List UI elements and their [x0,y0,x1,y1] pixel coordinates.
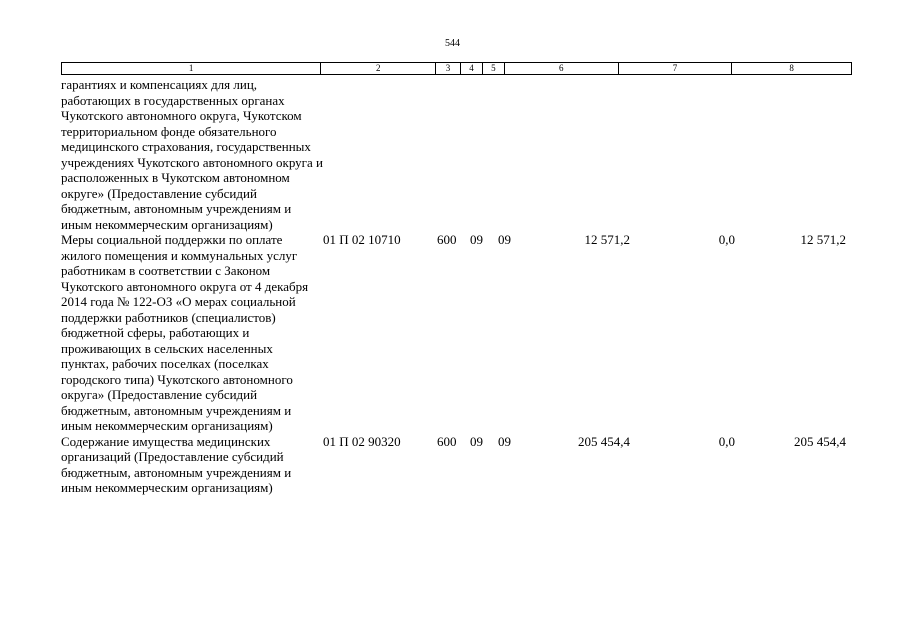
column-header-6: 6 [505,63,619,74]
page-number: 544 [445,38,460,49]
row-sum-col7: 0,0 [718,232,735,247]
row-subsection: 09 [498,433,511,449]
row-code: 01 П 02 90320 [323,433,401,449]
column-header-8: 8 [789,63,794,73]
column-header-5: 5 [483,63,505,74]
table-body [61,77,852,496]
row-code: 01 П 02 10710 [323,232,401,247]
row-sum-col6: 12 571,2 [584,232,630,247]
column-header-3: 3 [436,63,461,74]
column-header-4: 4 [461,63,483,74]
table-header [61,62,852,75]
row-expense-type: 600 [437,232,457,247]
table-row [61,232,852,434]
column-header-1: 1 [62,63,321,74]
row-section: 09 [470,232,483,247]
row-name: Содержание имущества медицинских организаций (Предоставление субсидий бюджетным, автономным учреждениям и иным некоммерческим организациям) [61,433,292,495]
row-expense-type: 600 [437,433,457,449]
row-sum-col6: 205 454,4 [578,433,630,449]
table-row [61,77,852,232]
table-row [61,434,852,496]
column-header-2: 2 [321,63,436,74]
row-name: гарантиях и компенсациях для лиц, работающих в государственных органах Чукотского автономного округа, Чукотском территориальном фонде обязательного медицинского страхования, государственных учреждениях Чукотского автономного округа и расположенных в Чукотском автономном округе» (Предоставление субсидий бюджетным, автономным учреждениям и иным некоммерческим организациям) [61,77,323,232]
row-sum-col8: 205 454,4 [794,433,846,449]
row-sum-col7: 0,0 [718,433,735,449]
row-name: Меры социальной поддержки по оплате жилого помещения и коммунальных услуг работникам в соответствии с Законом Чукотского автономного округа от 4 декабря 2014 года № 122-ОЗ «О мерах социальной поддержки работников (специалистов) бюджетной сферы, работающих и проживающих в сельских населенных пунктах, рабочих поселках (поселках городского типа) Чукотского автономного округа» (Предоставление субсидий бюджетным, автономным учреждениям и иным некоммерческим организациям) [61,232,309,433]
row-subsection: 09 [498,232,511,247]
row-section: 09 [470,433,483,449]
column-header-7: 7 [619,63,733,74]
row-sum-col8: 12 571,2 [800,232,846,247]
